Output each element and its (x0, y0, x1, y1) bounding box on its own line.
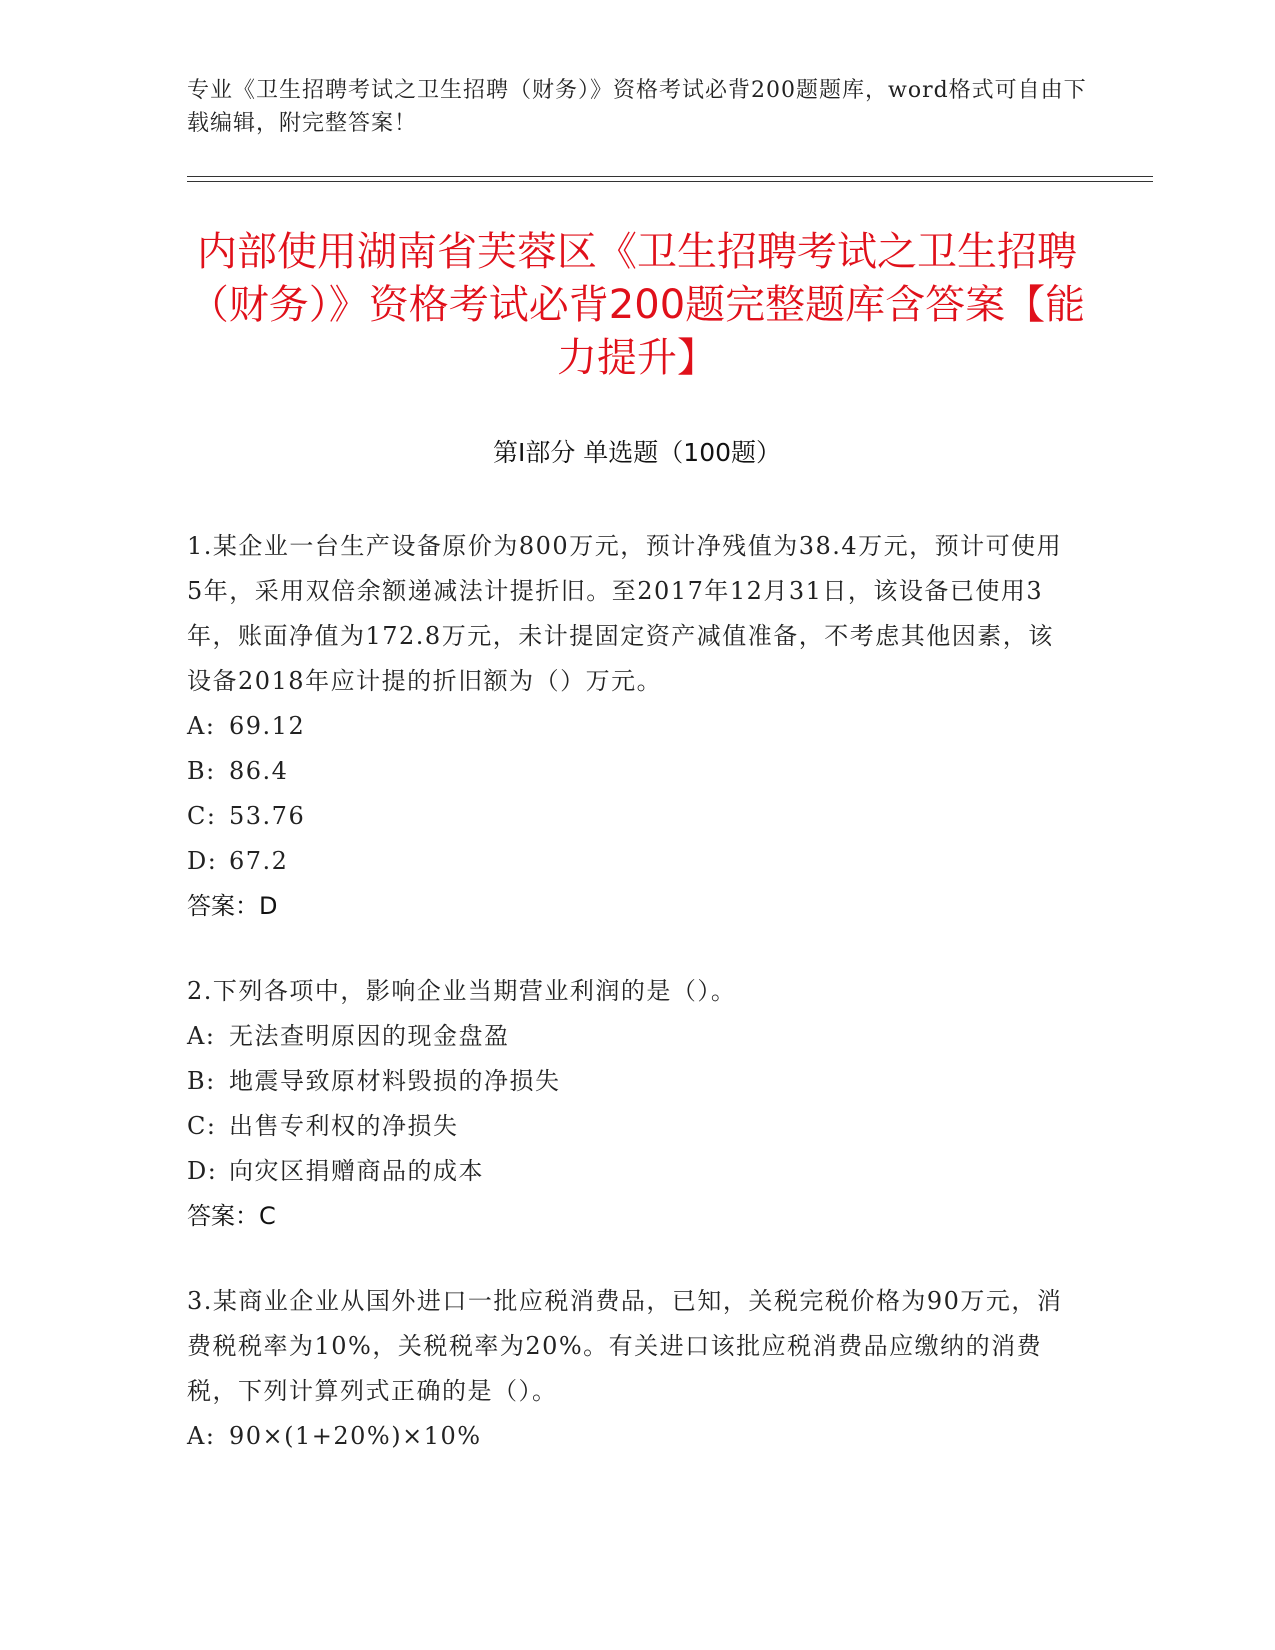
option-text: 出售专利权的净损失 (229, 1112, 459, 1140)
section-heading: 第I部分 单选题（100题） (492, 438, 782, 467)
question-list (187, 524, 1067, 1499)
question-1 (187, 524, 1067, 929)
option-text: 90×(1+20%)×10% (229, 1422, 482, 1450)
question-stem: 3.某商业企业从国外进口一批应税消费品，已知，关税完税价格为90万元，消费税税率为10%，关税税率为20%。有关进口该批应税消费品应缴纳的消费税，下列计算列式正确的是（）。 (187, 1287, 1063, 1405)
option-letter: D: (187, 1157, 218, 1185)
option-text: 67.2 (229, 847, 289, 875)
option-letter: A: (187, 712, 216, 740)
option-text: 53.76 (229, 802, 306, 830)
option-letter: C: (187, 1112, 217, 1140)
option-text: 86.4 (229, 757, 289, 785)
option-b (187, 749, 1067, 794)
question-stem: 2.下列各项中，影响企业当期营业利润的是（）。 (187, 977, 737, 1005)
option-text: 69.12 (229, 712, 306, 740)
option-letter: A: (187, 1022, 216, 1050)
option-letter: B: (187, 1067, 216, 1095)
document-title: 内部使用湖南省芙蓉区《卫生招聘考试之卫生招聘（财务）》资格考试必背200题完整题库含答案【能力提升】 (188, 229, 1086, 381)
question-3 (187, 1279, 1067, 1459)
header-rule-top (187, 176, 1153, 177)
option-letter: D: (187, 847, 218, 875)
option-d (187, 1149, 1067, 1194)
question-2 (187, 969, 1067, 1239)
option-a (187, 1014, 1067, 1059)
question-stem: 1.某企业一台生产设备原价为800万元，预计净残值为38.4万元，预计可使用5年，采用双倍余额递减法计提折旧。至2017年12月31日，该设备已使用3年，账面净值为172.8万元，未计提固定资产减值准备，不考虑其他因素，该设备2018年应计提的折旧额为（）万元。 (187, 532, 1063, 695)
answer: 答案：C (187, 1202, 276, 1230)
option-c (187, 794, 1067, 839)
option-letter: B: (187, 757, 216, 785)
option-text: 向灾区捐赠商品的成本 (229, 1157, 484, 1185)
option-a (187, 704, 1067, 749)
option-letter: A: (187, 1422, 216, 1450)
option-b (187, 1059, 1067, 1104)
option-d (187, 839, 1067, 884)
option-a (187, 1414, 1067, 1459)
option-c (187, 1104, 1067, 1149)
option-text: 地震导致原材料毁损的净损失 (229, 1067, 561, 1095)
option-letter: C: (187, 802, 217, 830)
header-rule-bottom (187, 181, 1153, 182)
option-text: 无法查明原因的现金盘盈 (229, 1022, 510, 1050)
answer: 答案：D (187, 892, 278, 920)
header-note: 专业《卫生招聘考试之卫生招聘（财务）》资格考试必背200题题库，word格式可自由下载编辑，附完整答案！ (187, 78, 1087, 136)
